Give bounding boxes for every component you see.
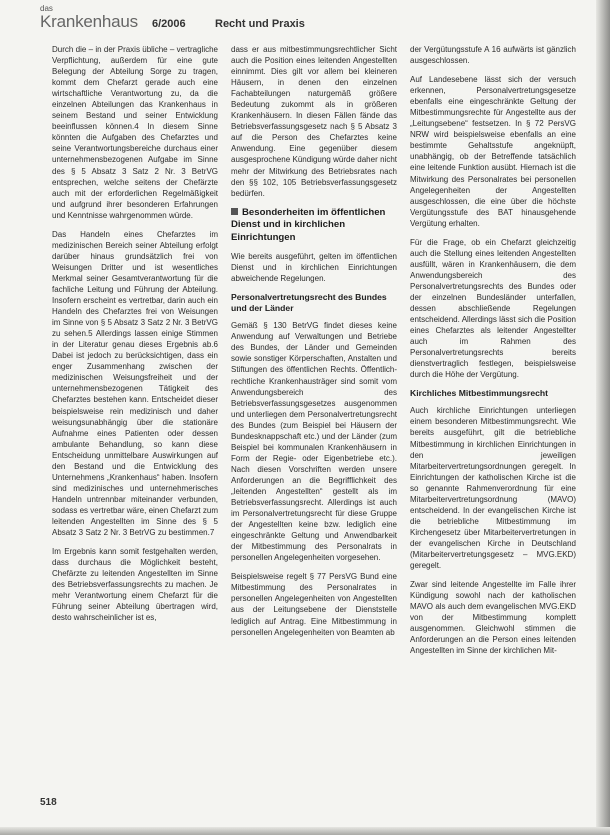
journal-logo: Krankenhaus: [40, 12, 138, 31]
page-edge-shadow: [596, 0, 610, 835]
paragraph: Durch die – in der Praxis übliche – vertragliche Verpflichtung, außerdem für eine gute Belegung der Abteilung Sorge zu tragen, kommt dem Chefarzt gerade auch eine wirtschaftliche Verantwortung zu, da die einzelnen Abteilungen das Krankenhaus in seinem Bestand und seiner Entwicklung beeinflussen können.4 In diesem Sinne könnten die Aufgaben des Chefarztes und seine Verantwortungsbereiche durchaus einer unternehmensbezogenen Aufgabe im Sinne des § 5 Absatz 3 Satz 2 Nr. 3 BetrVG entsprechen, welche seitens der Chefärzte auch mit der erforderlichen Regelmäßigkeit und aufgrund ihrer besonderen Erfahrungen und Kenntnisse wahrgenommen würde.: [52, 45, 218, 220]
heading-square-icon: [231, 208, 238, 215]
paragraph: Für die Frage, ob ein Chefarzt gleichzeitig auch die Stellung eines leitenden Angestellten ausfüllt, wären in Krankenhäusern, die dem Anwendungsbereich des Personalvertretungsrechts des Bundes oder der einzelnen Bundesländer unterfallen, dessen abschließende Regelungen entscheidend. Allerdings lässt sich die Position eines Chefarztes als leitender Angestellter auch im Rahmen des Personalvertretungsrechts bereits dienstvertraglich festlegen, beispielsweise durch die Höhe der Vergütung.: [410, 237, 576, 380]
paragraph: Zwar sind leitende Angestellte im Falle ihrer Kündigung sowohl nach der katholischen MAVO als auch dem evangelischen MVG.EKD von der Mitbestimmung komplett ausgenommen. Gleichwohl stimmen die Anforderungen an die Person eines leitenden Angestellten im Sinne der kirchlichen Mit-: [410, 580, 576, 656]
subheading: Kirchliches Mitbestimmungsrecht: [410, 388, 549, 399]
section-title: Recht und Praxis: [215, 18, 305, 30]
paragraph: dass er aus mitbestimmungsrechtlicher Sicht auch die Position eines leitenden Angestellten einnimmt. Dies gilt vor allem bei kleineren Häusern, in denen den einzelnen Fachabteilungen naturgemäß größere Bedeutung zukommt als in größeren Krankenhäusern. In diesen Fällen fände das Betriebsverfassungsgesetz nach § 5 Absatz 3 auf die Person des Chefarztes keine Anwendung. Eine gegenüber diesem ausgesprochene Kündigung würde daher nicht mehr der Mitwirkung des Betriebsrates nach den §§ 102, 105 Betriebsverfassungsgesetz bedürfen.: [231, 45, 397, 198]
paragraph: Auf Landesebene lässt sich der versuch erkennen, Personalvertretungsgesetze ebenfalls eine eingeschränkte Geltung der Mitbestimmungsrechte für Angestellte aus der „Leitungsebene“ festsetzen. In § 72 PersVG NRW wird beispielsweise ebenfalls an eine bestimmte Gehaltsstufe angeknüpft, unabhängig, ob der Betreffende tatsächlich eine leitende Funktion ausübt. Hiernach ist die Mitwirkung des Personalrates bei personellen Angelegenheiten der Angestellten ausgeschlossen, die eine über die höchste Vergütungsstufe des BAT hinausgehende Vergütung erhalten.: [410, 75, 576, 228]
paragraph: Gemäß § 130 BetrVG findet dieses keine Anwendung auf Verwaltungen und Betriebe des Bundes, der Länder und Gemeinden sowie sonstiger Körperschaften, Anstalten und Stiftungen des öffentlichen Rechts. Öffentlich-rechtliche Krankenhausträger sind somit vom Anwendungsbereich des Betriebsverfassungsgesetzes ausgenommen und unterliegen dem Personalvertretungsrecht des Bundes (zum Beispiel bei Häusern der Bundesknappschaft etc.) und der Länder (zum Beispiel bei kommunalen Krankenhäusern in Form der Regie- oder Eigenbetriebe etc.). Nach diesen Vorschriften werden unsere Anforderungen an die Begrifflichkeit des „leitenden Angestellten“ gestellt als im Betriebsverfassungsrecht. Allerdings ist auch im Personalvertretungsrecht für diese Gruppe der Angestellten keine bzw. lediglich eine eingeschränkte Geltung und Anwendbarkeit der Mitbestimmung des Personalrats in personellen Angelegenheiten vorgesehen.: [231, 321, 397, 563]
text-column-2: [231, 44, 397, 646]
page-number: 518: [40, 797, 57, 808]
page-bottom-shadow: [0, 827, 610, 835]
section-heading-text: Besonderheiten im öffentlichen Dienst und in kirchlichen Einrichtungen: [231, 206, 386, 243]
section-heading: [231, 207, 397, 245]
subheading: Personalvertretungsrecht des Bundes und der Länder: [231, 292, 387, 314]
paragraph: Wie bereits ausgeführt, gelten im öffentlichen Dienst und in kirchlichen Einrichtungen abweichende Regelungen.: [231, 252, 397, 284]
paragraph: Auch kirchliche Einrichtungen unterliegen einem besonderen Mitbestimmungsrecht. Wie bereits ausgeführt, gilt die betriebliche Mitbestimmung in kirchlichen Einrichtungen in den jeweiligen Mitarbeitervertretungsordnungen geregelt. In Einrichtungen der katholischen Kirche ist die so genannte Rahmenverordnung für eine Mitarbeitervertretungsordnung (MAVO) entscheidend. In der evangelischen Kirche ist die betriebliche Mitbestimmung im Kirchengesetz über Mitarbeitervertretungen in der evangelischen Kirche in Deutschland (Mitarbeitervertretungsgesetz – MVG.EKD) geregelt.: [410, 406, 576, 571]
issue-number: 6/2006: [152, 18, 186, 30]
paragraph: Beispielsweise regelt § 77 PersVG Bund eine Mitbestimmung des Personalrates in personellen Angelegenheiten von Angestellten aus der Leitungsebene der Dienststelle lediglich auf Antrag. Eine Mitbestimmung in personellen Angelegenheiten von Beamten ab: [231, 572, 397, 637]
paragraph: Das Handeln eines Chefarztes im medizinischen Bereich seiner Abteilung erfolgt darüber hinaus grundsätzlich frei von Weisungen Dritter und ist wesentliches Merkmal seiner Gesamtverantwortung für die fachliche Leitung und Führung der Abteilung. Insofern erscheint es vertretbar, darin auch ein Handeln des Chefarztes frei von Weisungen im Sinne von § 5 Absatz 3 Satz 2 Nr. 3 BetrVG zu sehen.5 Allerdings lassen einige Stimmen in der Literatur genau dieses Ergebnis ab.6 Dabei ist jedoch zu berücksichtigen, dass ein enger Zusammenhang zwischen der medizinischen Weisungsfreiheit und der unternehmensbezogenen Tätigkeit des Chefarztes bestehen kann. Entscheidet dieser beispielsweise rein medizinisch und daher weisungsunabhängig über die stationäre Aufnahme eines Patienten oder dessen ambulante Behandlung, so kann diese Entscheidung unmittelbare Auswirkungen auf den Bestand und die Entwicklung des Unternehmens „Krankenhaus“ haben. Insofern sind medizinisches und unternehmerisches Handeln untrennbar miteinander verbunden, sodass es vertretbar wäre, einen Chefarzt zum leitenden Angestellten im Sinne des § 5 Absatz 3 Satz 2 Nr. 3 BetrVG zu bestimmen.7: [52, 229, 218, 538]
text-column-3: [410, 44, 576, 664]
logo-prefix: das: [40, 4, 53, 13]
text-column-1: [52, 44, 218, 631]
paragraph: der Vergütungsstufe A 16 aufwärts ist gänzlich ausgeschlossen.: [410, 45, 576, 66]
page-header: [40, 4, 590, 40]
paragraph: Im Ergebnis kann somit festgehalten werden, dass durchaus die Möglichkeit besteht, Chefärzte zu leitenden Angestellten im Sinne des Betriebsverfassungsrechts zu machen. Je mehr Verantwortung einem Chefarzt für die Führung seiner Abteilung übertragen wird, desto wahrscheinlicher ist es,: [52, 547, 218, 623]
